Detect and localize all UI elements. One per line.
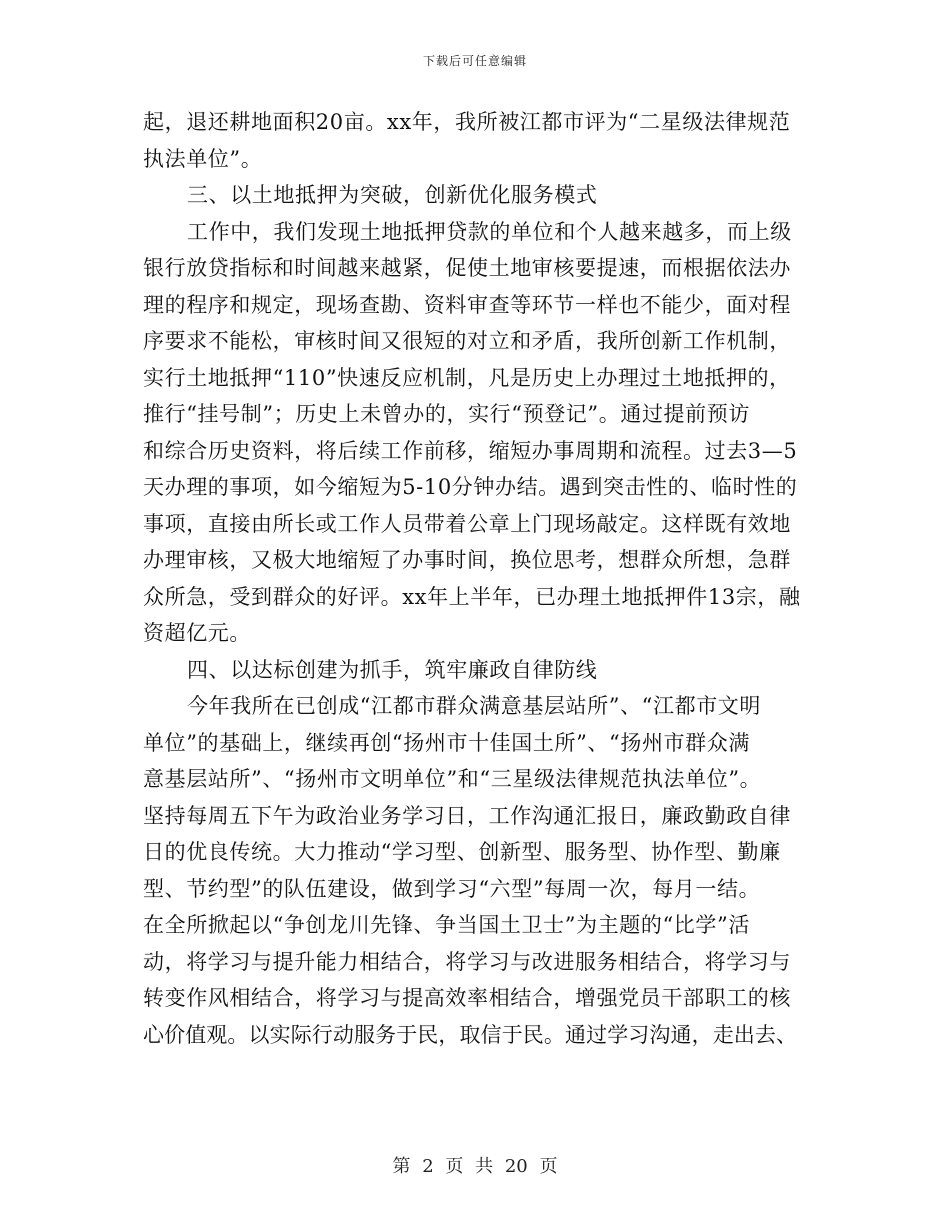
text-line: 众所急，受到群众的好评。xx年上半年，已办理土地抵押件13宗，融 (143, 584, 801, 609)
page-header: 下载后可任意编辑 (422, 54, 527, 68)
page-number-footer: 第 2 页 共 20 页 (392, 1156, 558, 1177)
text-line: 四、以达标创建为抓手，筑牢廉政自律防线 (187, 657, 598, 682)
text-line: 推行“挂号制”；历史上未曾办的，实行“预登记”。通过提前预访 (143, 402, 750, 426)
text-line: 事项，直接由所长或工作人员带着公章上门现场敲定。这样既有效地 (143, 511, 791, 536)
text-line: 转变作风相结合，将学习与提高效率相结合，增强党员干部职工的核 (143, 986, 791, 1010)
text-line: 三、以土地抵押为突破，创新优化服务模式 (187, 183, 598, 207)
text-line: 银行放贷指标和时间越来越紧，促使土地审核要提速，而根据依法办 (143, 256, 791, 280)
text-line: 型、节约型”的队伍建设，做到学习“六型”每周一次，每月一结。 (143, 876, 761, 901)
text-line: 理的程序和规定，现场查勘、资料审查等环节一样也不能少，面对程 (143, 292, 791, 317)
text-line: 今年我所在已创成“江都市群众满意基层站所”、“江都市文明 (187, 694, 762, 718)
text-line: 单位”的基础上，继续再创“扬州市十佳国土所”、“扬州市群众满 (143, 730, 750, 755)
text-line: 实行土地抵押“110”快速反应机制，凡是历史上办理过土地抵押的， (143, 365, 791, 390)
text-line: 在全所掀起以“争创龙川先锋、争当国土卫士”为主题的“比学”活 (143, 913, 750, 937)
text-line: 和综合历史资料，将后续工作前移，缩短办事周期和流程。过去3—5 (143, 438, 798, 463)
text-line: 动，将学习与提升能力相结合，将学习与改进服务相结合，将学习与 (143, 949, 791, 974)
text-line: 意基层站所”、“扬州市文明单位”和“三星级法律规范执法单位”。 (143, 767, 762, 791)
text-line: 序要求不能松，审核时间又很短的对立和矛盾，我所创新工作机制， (143, 329, 791, 353)
text-line: 资超亿元。 (143, 621, 251, 645)
text-line: 工作中，我们发现土地抵押贷款的单位和个人越来越多，而上级 (187, 219, 792, 244)
text-line: 执法单位”。 (143, 146, 263, 171)
text-line: 日的优良传统。大力推动“学习型、创新型、服务型、协作型、勤廉 (143, 840, 781, 864)
text-line: 办理审核，又极大地缩短了办事时间，换位思考，想群众所想，急群 (143, 548, 791, 572)
text-line: 起，退还耕地面积20亩。xx年，我所被江都市评为“二星级法律规范 (143, 110, 791, 134)
text-line: 天办理的事项，如今缩短为5-10分钟办结。遇到突击性的、临时性的 (143, 475, 798, 499)
text-line: 心价值观。以实际行动服务于民，取信于民。通过学习沟通，走出去、 (143, 1022, 798, 1047)
document-body (143, 104, 803, 1053)
text-line: 坚持每周五下午为政治业务学习日，工作沟通汇报日，廉政勤政自律 (143, 803, 791, 828)
